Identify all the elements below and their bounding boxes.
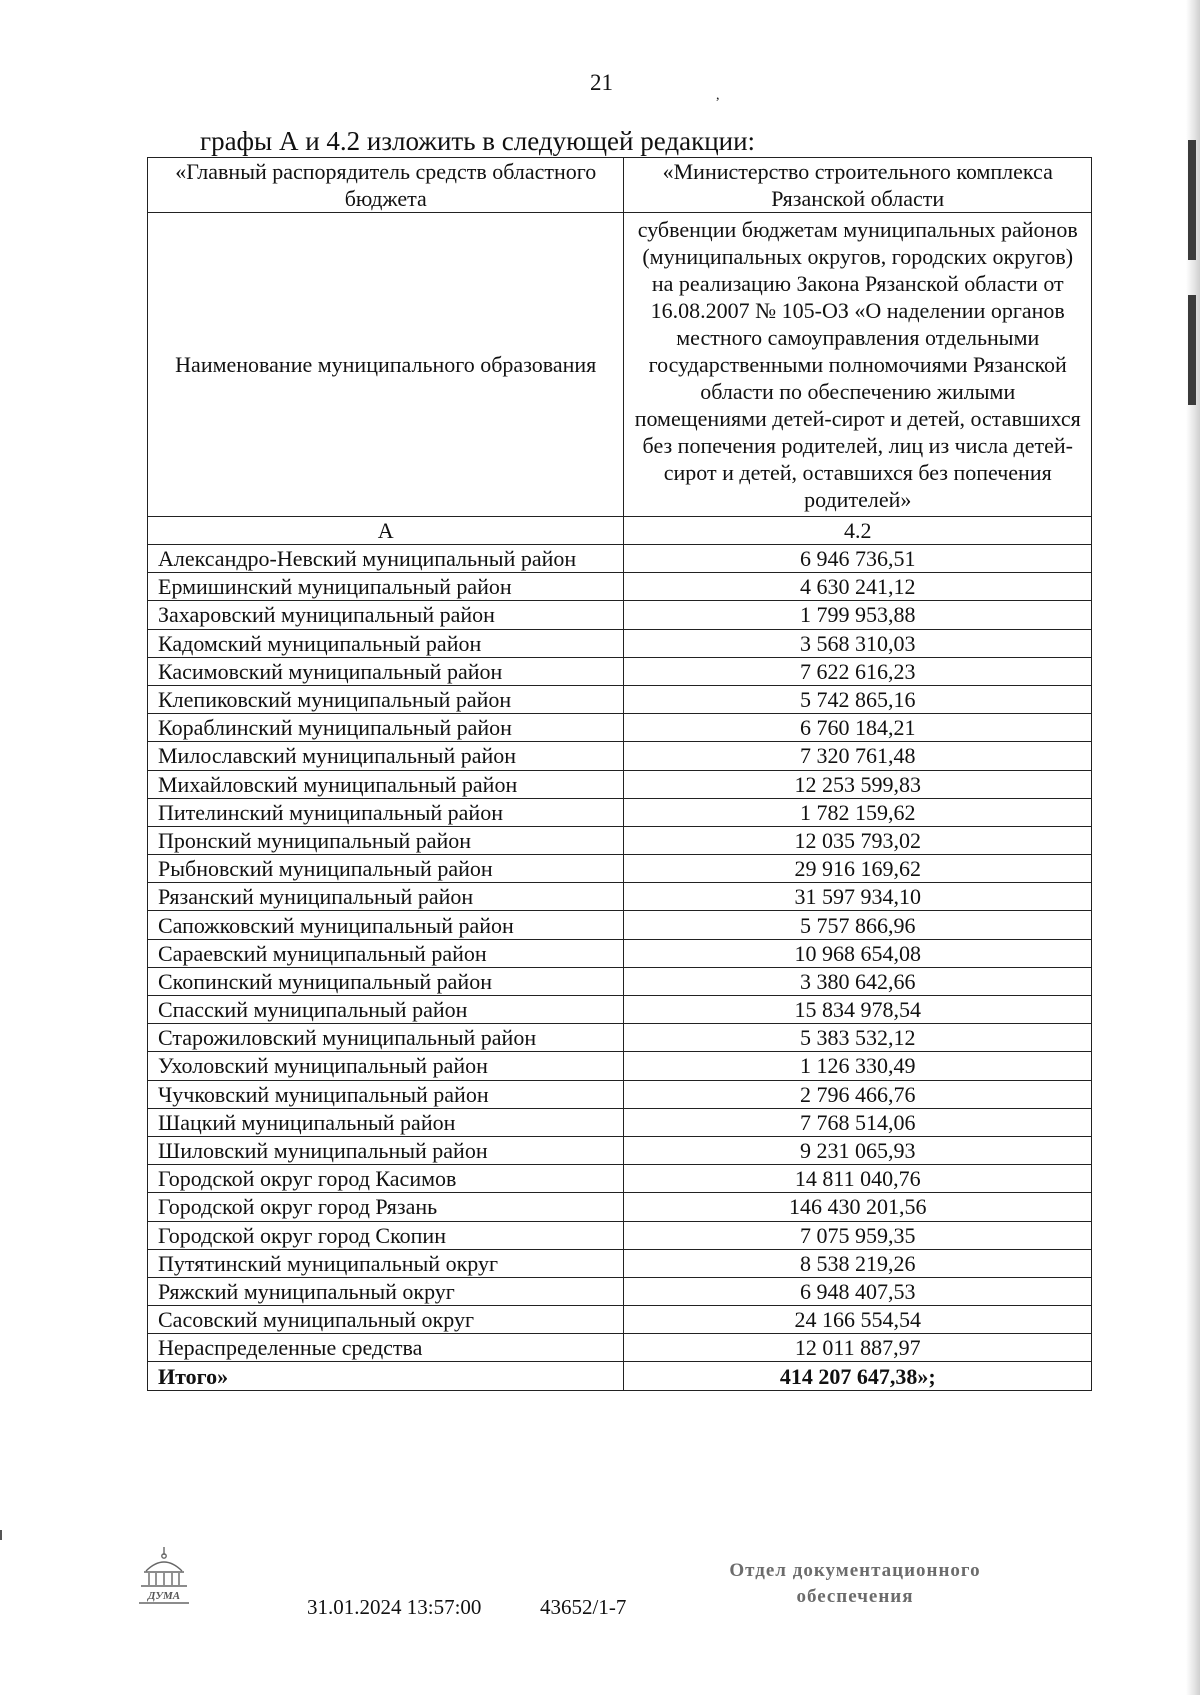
total-label: Итого» <box>148 1362 624 1390</box>
header-subvention-description: субвенции бюджетам муниципальных районов (муниципальных округов, городских округов) на реализацию Закона Рязанской области от 16.08.2007 № 105-ОЗ «О наделении органов местного самоуправления отдельными государственными полномочиями Рязанской области по обеспечению жилыми помещениями детей-сирот и детей, оставшихся без попечения родителей, лиц из числа детей-сирот и детей, оставшихся без попечения родителей» <box>624 213 1092 517</box>
table-row <box>148 657 1092 685</box>
table-row <box>148 1334 1092 1362</box>
department-stamp <box>700 1558 1010 1610</box>
stamp-line-2: обеспечения <box>796 1586 914 1607</box>
municipality-name: Кораблинский муниципальный район <box>148 714 624 742</box>
allocation-amount: 15 834 978,54 <box>624 996 1092 1024</box>
municipality-name: Шиловский муниципальный район <box>148 1136 624 1164</box>
municipality-name: Сасовский муниципальный округ <box>148 1306 624 1334</box>
table-row <box>148 1249 1092 1277</box>
allocation-amount: 31 597 934,10 <box>624 883 1092 911</box>
allocation-amount: 3 380 642,66 <box>624 967 1092 995</box>
allocation-amount: 10 968 654,08 <box>624 939 1092 967</box>
municipality-name: Нераспределенные средства <box>148 1334 624 1362</box>
municipality-name: Ермишинский муниципальный район <box>148 573 624 601</box>
registration-timestamp: 31.01.2024 13:57:00 <box>307 1595 482 1619</box>
allocation-amount: 6 760 184,21 <box>624 714 1092 742</box>
allocation-amount: 5 757 866,96 <box>624 911 1092 939</box>
column-label-4-2: 4.2 <box>624 517 1092 545</box>
table-row <box>148 573 1092 601</box>
municipality-name: Городской округ город Рязань <box>148 1193 624 1221</box>
allocation-amount: 12 035 793,02 <box>624 826 1092 854</box>
registration-number: 43652/1-7 <box>540 1595 627 1619</box>
header-row-description <box>148 213 1092 517</box>
municipality-name: Александро-Невский муниципальный район <box>148 545 624 573</box>
table-row <box>148 770 1092 798</box>
municipality-name: Касимовский муниципальный район <box>148 657 624 685</box>
table-row <box>148 911 1092 939</box>
table-row <box>148 714 1092 742</box>
allocation-amount: 29 916 169,62 <box>624 855 1092 883</box>
intro-text: графы А и 4.2 изложить в следующей редакции: <box>200 126 756 156</box>
municipality-name: Городской округ город Касимов <box>148 1165 624 1193</box>
allocation-amount: 8 538 219,26 <box>624 1249 1092 1277</box>
table-row <box>148 601 1092 629</box>
municipality-name: Пронский муниципальный район <box>148 826 624 854</box>
allocation-amount: 3 568 310,03 <box>624 629 1092 657</box>
table-row <box>148 1080 1092 1108</box>
municipality-name: Спасский муниципальный район <box>148 996 624 1024</box>
stamp-line-1: Отдел документационного <box>729 1560 981 1581</box>
municipality-name: Шацкий муниципальный район <box>148 1108 624 1136</box>
municipality-name: Милославский муниципальный район <box>148 742 624 770</box>
allocation-amount: 1 782 159,62 <box>624 798 1092 826</box>
allocation-amount: 5 383 532,12 <box>624 1024 1092 1052</box>
allocation-amount: 7 320 761,48 <box>624 742 1092 770</box>
allocation-amount: 14 811 040,76 <box>624 1165 1092 1193</box>
municipality-name: Ухоловский муниципальный район <box>148 1052 624 1080</box>
table-row <box>148 855 1092 883</box>
scan-edge-shadow <box>1188 295 1196 405</box>
municipality-name: Ряжский муниципальный округ <box>148 1277 624 1305</box>
table-row <box>148 1024 1092 1052</box>
table-row <box>148 1221 1092 1249</box>
allocation-amount: 5 742 865,16 <box>624 685 1092 713</box>
allocation-amount: 4 630 241,12 <box>624 573 1092 601</box>
municipality-name: Скопинский муниципальный район <box>148 967 624 995</box>
table-row <box>148 1165 1092 1193</box>
allocation-amount: 1 126 330,49 <box>624 1052 1092 1080</box>
scan-mark-left <box>0 1530 2 1540</box>
allocation-amount: 7 622 616,23 <box>624 657 1092 685</box>
table-row <box>148 996 1092 1024</box>
allocation-amount: 1 799 953,88 <box>624 601 1092 629</box>
municipality-name: Путятинский муниципальный округ <box>148 1249 624 1277</box>
municipality-name: Старожиловский муниципальный район <box>148 1024 624 1052</box>
table-row <box>148 939 1092 967</box>
municipality-name: Кадомский муниципальный район <box>148 629 624 657</box>
header-distributor-label: «Главный распорядитель средств областного бюджета <box>148 158 624 213</box>
allocation-amount: 9 231 065,93 <box>624 1136 1092 1164</box>
allocation-amount: 12 011 887,97 <box>624 1334 1092 1362</box>
header-municipality-label: Наименование муниципального образования <box>148 213 624 517</box>
total-row <box>148 1362 1092 1390</box>
table-row <box>148 1277 1092 1305</box>
allocation-table <box>147 157 1092 1391</box>
municipality-name: Рязанский муниципальный район <box>148 883 624 911</box>
scan-mark: , <box>716 88 720 103</box>
municipality-name: Пителинский муниципальный район <box>148 798 624 826</box>
allocation-amount: 7 075 959,35 <box>624 1221 1092 1249</box>
table-body <box>148 158 1092 1391</box>
table-row <box>148 1306 1092 1334</box>
header-row-distributor <box>148 158 1092 213</box>
table-row <box>148 798 1092 826</box>
allocation-amount: 6 946 736,51 <box>624 545 1092 573</box>
page-number: 21 <box>590 70 613 95</box>
table-row <box>148 1136 1092 1164</box>
table-row <box>148 883 1092 911</box>
allocation-amount: 6 948 407,53 <box>624 1277 1092 1305</box>
municipality-name: Захаровский муниципальный район <box>148 601 624 629</box>
table-row <box>148 967 1092 995</box>
municipality-name: Михайловский муниципальный район <box>148 770 624 798</box>
municipality-name: Сапожковский муниципальный район <box>148 911 624 939</box>
scan-edge-shadow <box>1188 140 1196 260</box>
table-row <box>148 1108 1092 1136</box>
duma-logo <box>136 1545 192 1607</box>
allocation-amount: 12 253 599,83 <box>624 770 1092 798</box>
table-row <box>148 826 1092 854</box>
column-labels-row <box>148 517 1092 545</box>
duma-logo-text: ДУМА <box>147 1590 181 1602</box>
column-label-a: А <box>148 517 624 545</box>
municipality-name: Чучковский муниципальный район <box>148 1080 624 1108</box>
municipality-name: Городской округ город Скопин <box>148 1221 624 1249</box>
municipality-name: Сараевский муниципальный район <box>148 939 624 967</box>
table-row <box>148 685 1092 713</box>
total-amount: 414 207 647,38»; <box>624 1362 1092 1390</box>
table-row <box>148 545 1092 573</box>
table-row <box>148 1052 1092 1080</box>
table-row <box>148 742 1092 770</box>
header-ministry-name: «Министерство строительного комплекса Рязанской области <box>624 158 1092 213</box>
municipality-name: Клепиковский муниципальный район <box>148 685 624 713</box>
allocation-amount: 24 166 554,54 <box>624 1306 1092 1334</box>
table-row <box>148 1193 1092 1221</box>
municipality-name: Рыбновский муниципальный район <box>148 855 624 883</box>
allocation-amount: 7 768 514,06 <box>624 1108 1092 1136</box>
allocation-amount: 146 430 201,56 <box>624 1193 1092 1221</box>
table-row <box>148 629 1092 657</box>
allocation-amount: 2 796 466,76 <box>624 1080 1092 1108</box>
